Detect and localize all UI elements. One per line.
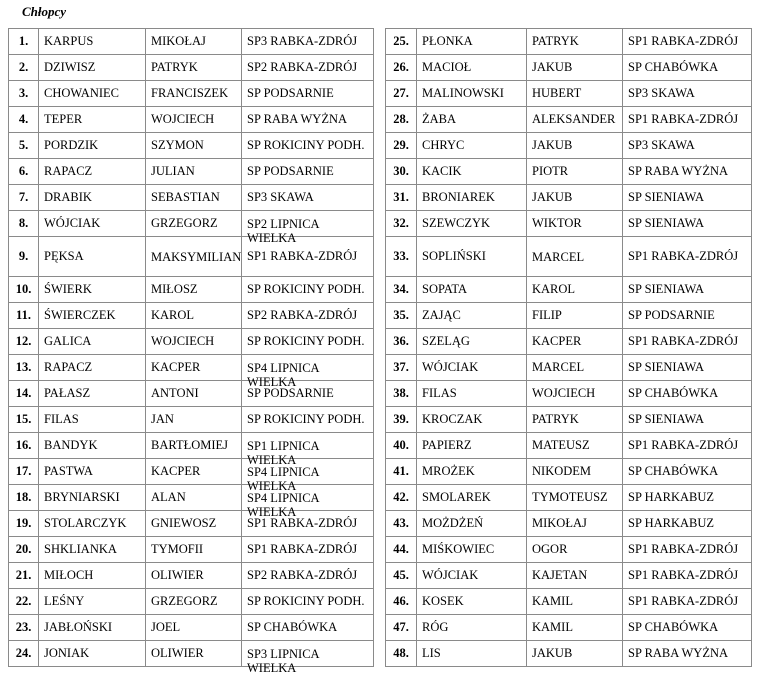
first-name-cell: JAKUB [527, 641, 623, 667]
row-number: 24. [9, 641, 39, 667]
first-name-cell: GRZEGORZ [146, 211, 242, 237]
row-number: 44. [386, 537, 417, 563]
row-number: 22. [9, 589, 39, 615]
first-name-cell: PIOTR [527, 159, 623, 185]
school-cell: SP CHABÓWKA [242, 615, 374, 641]
row-number: 35. [386, 303, 417, 329]
school-cell: SP3 SKAWA [623, 133, 752, 159]
table-row [386, 641, 752, 667]
row-number: 42. [386, 485, 417, 511]
school-text: SP3 LIPNICA WIELKA [247, 646, 319, 675]
row-number: 39. [386, 407, 417, 433]
first-name-cell: TYMOTEUSZ [527, 485, 623, 511]
school-cell: SP PODSARNIE [242, 81, 374, 107]
school-cell: SP1 RABKA-ZDRÓJ [242, 537, 374, 563]
table-row [9, 277, 374, 303]
row-number: 2. [9, 55, 39, 81]
table-row [9, 159, 374, 185]
school-cell: SP3 SKAWA [623, 81, 752, 107]
table-row [9, 563, 374, 589]
first-name-cell: MIKOŁAJ [527, 511, 623, 537]
table-row [9, 589, 374, 615]
school-cell: SP PODSARNIE [242, 381, 374, 407]
table-row [9, 485, 374, 511]
school-text: SP4 LIPNICA WIELKA [247, 464, 319, 493]
school-text: SP4 LIPNICA WIELKA [247, 360, 319, 389]
first-name-cell: MARCEL [527, 355, 623, 381]
table-row [386, 433, 752, 459]
row-number: 33. [386, 237, 417, 277]
school-cell: SP3 RABKA-ZDRÓJ [242, 29, 374, 55]
table-row [386, 381, 752, 407]
row-number: 18. [9, 485, 39, 511]
first-name-cell: MAKSYMILIAN [146, 237, 242, 277]
row-number: 45. [386, 563, 417, 589]
table-row [386, 133, 752, 159]
surname-cell: WÓJCIAK [417, 355, 527, 381]
row-number: 20. [9, 537, 39, 563]
surname-cell: RAPACZ [39, 355, 146, 381]
school-cell [242, 355, 374, 389]
first-name-cell: OLIWIER [146, 641, 242, 667]
table-row [386, 511, 752, 537]
table-row [9, 407, 374, 433]
school-cell: SP1 RABKA-ZDRÓJ [242, 237, 374, 277]
table-row [9, 329, 374, 355]
school-cell: SP HARKABUZ [623, 511, 752, 537]
row-number: 12. [9, 329, 39, 355]
surname-cell: DZIWISZ [39, 55, 146, 81]
row-number: 47. [386, 615, 417, 641]
row-number: 34. [386, 277, 417, 303]
table-row [9, 29, 374, 55]
table-row [386, 407, 752, 433]
first-name-cell: JAKUB [527, 55, 623, 81]
surname-cell: PAŁASZ [39, 381, 146, 407]
surname-cell: CHOWANIEC [39, 81, 146, 107]
first-name-cell: SEBASTIAN [146, 185, 242, 211]
table-row [9, 237, 374, 277]
school-cell: SP1 RABKA-ZDRÓJ [623, 107, 752, 133]
surname-cell: STOLARCZYK [39, 511, 146, 537]
surname-cell: ŻABA [417, 107, 527, 133]
surname-cell: SOPLIŃSKI [417, 237, 527, 277]
school-cell: SP CHABÓWKA [623, 381, 752, 407]
first-name-cell: JAKUB [527, 133, 623, 159]
table-row [386, 459, 752, 485]
school-cell: SP ROKICINY PODH. [242, 133, 374, 159]
row-number: 9. [9, 237, 39, 277]
first-name-cell: TYMOFII [146, 537, 242, 563]
row-number: 17. [9, 459, 39, 485]
table-row [9, 107, 374, 133]
school-cell: SP ROKICINY PODH. [242, 277, 374, 303]
first-name-cell: KAMIL [527, 615, 623, 641]
first-name-cell: WOJCIECH [527, 381, 623, 407]
surname-cell: BRYNIARSKI [39, 485, 146, 511]
surname-cell: SZELĄG [417, 329, 527, 355]
surname-cell: SZEWCZYK [417, 211, 527, 237]
table-row [386, 303, 752, 329]
first-name-cell: FRANCISZEK [146, 81, 242, 107]
row-number: 6. [9, 159, 39, 185]
school-cell: SP1 RABKA-ZDRÓJ [623, 29, 752, 55]
table-row [386, 563, 752, 589]
table-row [9, 81, 374, 107]
first-name-cell: KACPER [527, 329, 623, 355]
surname-cell: WÓJCIAK [417, 563, 527, 589]
row-number: 27. [386, 81, 417, 107]
row-number: 46. [386, 589, 417, 615]
first-name-cell: KAROL [146, 303, 242, 329]
table-row [386, 185, 752, 211]
school-cell: SP RABA WYŻNA [623, 641, 752, 667]
first-name-cell: MIŁOSZ [146, 277, 242, 303]
surname-cell: ZAJĄC [417, 303, 527, 329]
first-name-cell: JULIAN [146, 159, 242, 185]
surname-cell: FILAS [39, 407, 146, 433]
first-name-cell: JAN [146, 407, 242, 433]
first-name-cell: OGOR [527, 537, 623, 563]
row-number: 1. [9, 29, 39, 55]
table-row [386, 29, 752, 55]
first-name-cell: KAROL [527, 277, 623, 303]
row-number: 15. [9, 407, 39, 433]
first-name-cell: ALAN [146, 485, 242, 511]
row-number: 48. [386, 641, 417, 667]
row-number: 13. [9, 355, 39, 381]
first-name-cell: JAKUB [527, 185, 623, 211]
surname-cell: MROŻEK [417, 459, 527, 485]
row-number: 11. [9, 303, 39, 329]
school-cell [242, 211, 374, 245]
school-cell: SP HARKABUZ [623, 485, 752, 511]
page-title: Chłopcy [22, 4, 67, 19]
first-name-cell: MIKOŁAJ [146, 29, 242, 55]
row-number: 38. [386, 381, 417, 407]
first-name-cell: PATRYK [527, 407, 623, 433]
table-row [386, 537, 752, 563]
first-name-cell: JOEL [146, 615, 242, 641]
table-row [386, 211, 752, 237]
first-name-cell: FILIP [527, 303, 623, 329]
surname-cell: JONIAK [39, 641, 146, 667]
school-cell: SP1 RABKA-ZDRÓJ [623, 433, 752, 459]
school-cell: SP PODSARNIE [623, 303, 752, 329]
surname-cell: RAPACZ [39, 159, 146, 185]
surname-cell: SOPATA [417, 277, 527, 303]
row-number: 7. [9, 185, 39, 211]
row-number: 21. [9, 563, 39, 589]
first-name-cell: MATEUSZ [527, 433, 623, 459]
school-cell: SP1 RABKA-ZDRÓJ [242, 511, 374, 537]
surname-cell: MACIOŁ [417, 55, 527, 81]
table-row [386, 589, 752, 615]
first-name-cell: KACPER [146, 459, 242, 485]
table-row [9, 537, 374, 563]
table-row [9, 459, 374, 485]
surname-cell: PASTWA [39, 459, 146, 485]
first-name-cell: ANTONI [146, 381, 242, 407]
school-cell [242, 641, 374, 675]
table-row [386, 329, 752, 355]
first-name-cell: MARCEL [527, 237, 623, 277]
surname-cell: BANDYK [39, 433, 146, 459]
table-row [386, 237, 752, 277]
surname-cell: LEŚNY [39, 589, 146, 615]
row-number: 4. [9, 107, 39, 133]
table-row [9, 355, 374, 381]
school-cell: SP1 RABKA-ZDRÓJ [623, 537, 752, 563]
row-number: 10. [9, 277, 39, 303]
table-row [9, 211, 374, 237]
row-number: 19. [9, 511, 39, 537]
school-cell: SP2 RABKA-ZDRÓJ [242, 303, 374, 329]
surname-cell: CHRYC [417, 133, 527, 159]
table-row [386, 107, 752, 133]
table-row [386, 615, 752, 641]
first-name-cell: PATRYK [146, 55, 242, 81]
surname-cell: PĘKSA [39, 237, 146, 277]
row-number: 16. [9, 433, 39, 459]
school-cell: SP1 RABKA-ZDRÓJ [623, 563, 752, 589]
row-number: 30. [386, 159, 417, 185]
first-name-cell: OLIWIER [146, 563, 242, 589]
surname-cell: MIŚKOWIEC [417, 537, 527, 563]
first-name-cell: WOJCIECH [146, 329, 242, 355]
surname-cell: ŚWIERK [39, 277, 146, 303]
table-row [9, 615, 374, 641]
first-name-cell: KAJETAN [527, 563, 623, 589]
table-row [386, 81, 752, 107]
table-row [9, 303, 374, 329]
school-cell: SP RABA WYŻNA [242, 107, 374, 133]
first-name-cell: ALEKSANDER [527, 107, 623, 133]
boys-table-right [385, 28, 752, 667]
surname-cell: ŚWIERCZEK [39, 303, 146, 329]
surname-cell: KACIK [417, 159, 527, 185]
table-row [9, 433, 374, 459]
school-cell: SP SIENIAWA [623, 355, 752, 381]
surname-cell: WÓJCIAK [39, 211, 146, 237]
row-number: 36. [386, 329, 417, 355]
surname-cell: MIŁOCH [39, 563, 146, 589]
surname-cell: FILAS [417, 381, 527, 407]
school-cell: SP CHABÓWKA [623, 55, 752, 81]
school-cell: SP2 RABKA-ZDRÓJ [242, 563, 374, 589]
row-number: 8. [9, 211, 39, 237]
row-number: 31. [386, 185, 417, 211]
school-cell: SP ROKICINY PODH. [242, 407, 374, 433]
school-cell: SP2 RABKA-ZDRÓJ [242, 55, 374, 81]
table-row [386, 355, 752, 381]
surname-cell: RÓG [417, 615, 527, 641]
table-row [386, 485, 752, 511]
first-name-cell: PATRYK [527, 29, 623, 55]
school-cell [242, 433, 374, 467]
row-number: 25. [386, 29, 417, 55]
row-number: 40. [386, 433, 417, 459]
first-name-cell: SZYMON [146, 133, 242, 159]
row-number: 23. [9, 615, 39, 641]
school-cell: SP CHABÓWKA [623, 615, 752, 641]
surname-cell: JABŁOŃSKI [39, 615, 146, 641]
school-cell: SP1 RABKA-ZDRÓJ [623, 237, 752, 277]
school-text: SP1 LIPNICA WIELKA [247, 438, 319, 467]
row-number: 29. [386, 133, 417, 159]
first-name-cell: GRZEGORZ [146, 589, 242, 615]
school-cell: SP3 SKAWA [242, 185, 374, 211]
surname-cell: TEPER [39, 107, 146, 133]
first-name-cell: KACPER [146, 355, 242, 381]
surname-cell: SMOLAREK [417, 485, 527, 511]
school-cell: SP SIENIAWA [623, 211, 752, 237]
school-cell: SP SIENIAWA [623, 277, 752, 303]
school-cell: SP ROKICINY PODH. [242, 329, 374, 355]
first-name-cell: NIKODEM [527, 459, 623, 485]
table-row [9, 55, 374, 81]
table-row [9, 133, 374, 159]
row-number: 28. [386, 107, 417, 133]
row-number: 3. [9, 81, 39, 107]
school-cell: SP1 RABKA-ZDRÓJ [623, 589, 752, 615]
school-cell: SP RABA WYŻNA [623, 159, 752, 185]
surname-cell: SHKLIANKA [39, 537, 146, 563]
surname-cell: KOSEK [417, 589, 527, 615]
first-name-cell: HUBERT [527, 81, 623, 107]
surname-cell: DRABIK [39, 185, 146, 211]
first-name-cell: WIKTOR [527, 211, 623, 237]
table-row [386, 159, 752, 185]
surname-cell: KARPUS [39, 29, 146, 55]
school-cell: SP CHABÓWKA [623, 459, 752, 485]
first-name-cell: KAMIL [527, 589, 623, 615]
surname-cell: MALINOWSKI [417, 81, 527, 107]
school-cell: SP ROKICINY PODH. [242, 589, 374, 615]
school-cell: SP1 RABKA-ZDRÓJ [623, 329, 752, 355]
row-number: 43. [386, 511, 417, 537]
surname-cell: GALICA [39, 329, 146, 355]
school-cell: SP SIENIAWA [623, 185, 752, 211]
table-row [386, 55, 752, 81]
row-number: 14. [9, 381, 39, 407]
row-number: 41. [386, 459, 417, 485]
surname-cell: PORDZIK [39, 133, 146, 159]
row-number: 5. [9, 133, 39, 159]
first-name-cell: BARTŁOMIEJ [146, 433, 242, 459]
school-text: SP4 LIPNICA WIELKA [247, 490, 319, 519]
surname-cell: LIS [417, 641, 527, 667]
first-name-cell: GNIEWOSZ [146, 511, 242, 537]
school-cell: SP SIENIAWA [623, 407, 752, 433]
table-row [9, 185, 374, 211]
surname-cell: KROCZAK [417, 407, 527, 433]
surname-cell: PŁONKA [417, 29, 527, 55]
table-row [9, 511, 374, 537]
row-number: 26. [386, 55, 417, 81]
school-text: SP2 LIPNICA WIELKA [247, 216, 319, 245]
surname-cell: BRONIAREK [417, 185, 527, 211]
table-row [9, 641, 374, 667]
surname-cell: MOŻDŻEŃ [417, 511, 527, 537]
first-name-cell: WOJCIECH [146, 107, 242, 133]
row-number: 37. [386, 355, 417, 381]
school-cell: SP PODSARNIE [242, 159, 374, 185]
table-row [9, 381, 374, 407]
table-row [386, 277, 752, 303]
row-number: 32. [386, 211, 417, 237]
surname-cell: PAPIERZ [417, 433, 527, 459]
boys-table-left [8, 28, 374, 675]
